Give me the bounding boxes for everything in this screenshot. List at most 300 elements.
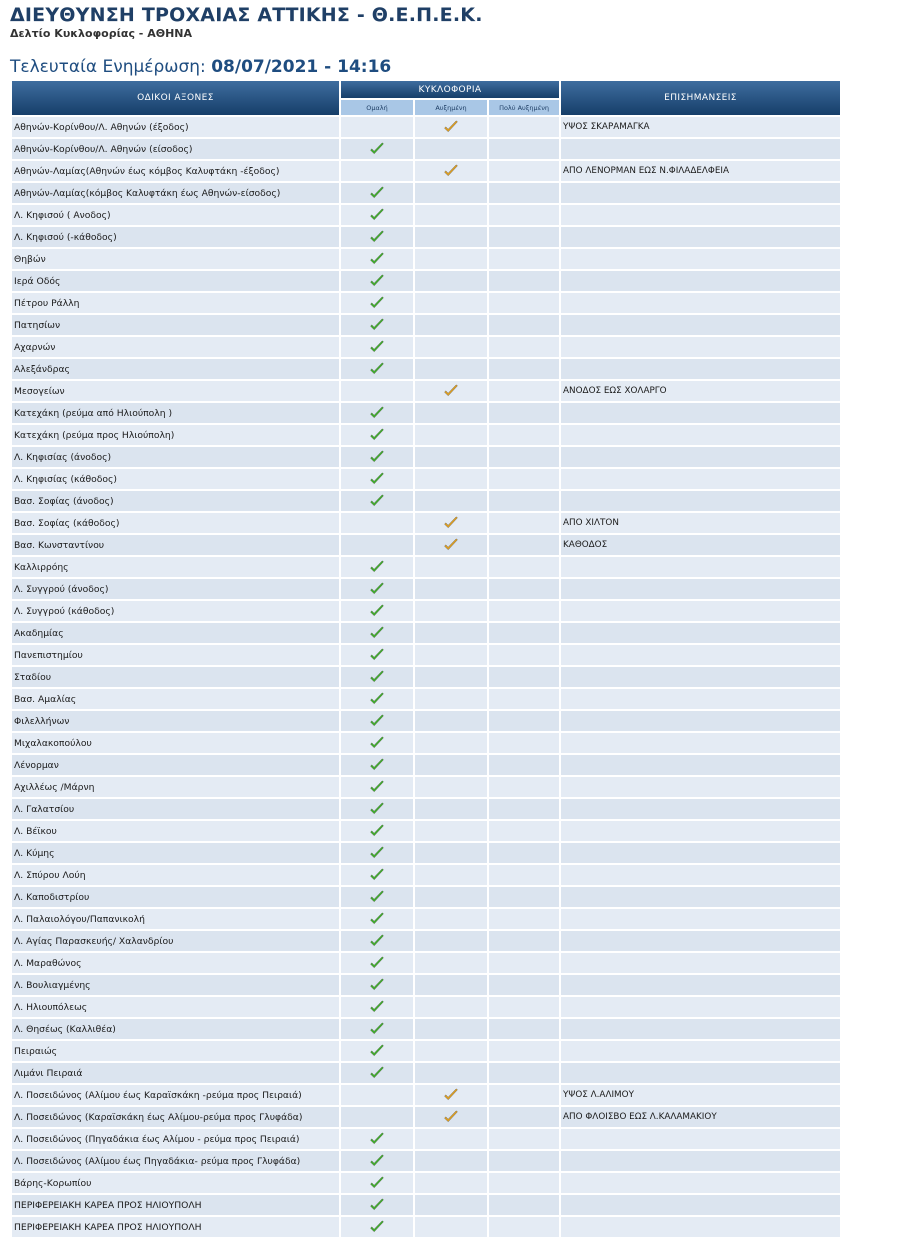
cell-increased <box>415 909 487 929</box>
green-check-icon <box>369 252 385 266</box>
cell-very-increased <box>489 1151 559 1171</box>
cell-increased <box>415 843 487 863</box>
cell-increased <box>415 183 487 203</box>
road-note <box>561 843 840 863</box>
road-note: ΑΠΟ ΦΛΟΙΣΒΟ ΕΩΣ Λ.ΚΑΛΑΜΑΚΙΟΥ <box>561 1107 840 1127</box>
cell-normal <box>341 535 413 555</box>
road-note: ΑΠΟ ΧΙΛΤΟΝ <box>561 513 840 533</box>
cell-very-increased <box>489 1217 559 1237</box>
road-note <box>561 909 840 929</box>
road-note <box>561 1019 840 1039</box>
road-name: Λ. Ποσειδώνος (Καραϊσκάκη έως Αλίμου-ρεύμα προς Γλυφάδα) <box>12 1107 339 1127</box>
table-row <box>12 293 840 313</box>
road-name: Κατεχάκη (ρεύμα προς Ηλιούπολη) <box>12 425 339 445</box>
cell-normal <box>341 645 413 665</box>
cell-very-increased <box>489 535 559 555</box>
cell-very-increased <box>489 733 559 753</box>
cell-increased <box>415 403 487 423</box>
road-note <box>561 403 840 423</box>
road-name: Αχιλλέως /Μάρνη <box>12 777 339 797</box>
cell-normal <box>341 359 413 379</box>
cell-very-increased <box>489 1085 559 1105</box>
green-check-icon <box>369 230 385 244</box>
road-note <box>561 183 840 203</box>
cell-increased <box>415 227 487 247</box>
road-name: Βάρης-Κορωπίου <box>12 1173 339 1193</box>
table-row <box>12 645 840 665</box>
cell-increased <box>415 249 487 269</box>
cell-increased <box>415 579 487 599</box>
cell-very-increased <box>489 689 559 709</box>
last-updated <box>10 57 391 77</box>
table-row <box>12 117 840 137</box>
road-note <box>561 139 840 159</box>
cell-normal <box>341 975 413 995</box>
road-name: Βασ. Κωνσταντίνου <box>12 535 339 555</box>
cell-very-increased <box>489 117 559 137</box>
cell-increased <box>415 491 487 511</box>
cell-very-increased <box>489 1173 559 1193</box>
table-row <box>12 1151 840 1171</box>
table-row <box>12 579 840 599</box>
green-check-icon <box>369 296 385 310</box>
table-row <box>12 953 840 973</box>
table-row <box>12 975 840 995</box>
table-row <box>12 557 840 577</box>
traffic-table <box>10 79 842 1239</box>
green-check-icon <box>369 406 385 420</box>
cell-very-increased <box>489 557 559 577</box>
cell-very-increased <box>489 777 559 797</box>
cell-very-increased <box>489 403 559 423</box>
green-check-icon <box>369 1198 385 1212</box>
road-note <box>561 997 840 1017</box>
cell-normal <box>341 315 413 335</box>
road-note <box>561 249 840 269</box>
cell-increased <box>415 997 487 1017</box>
road-name: Ιερά Οδός <box>12 271 339 291</box>
road-note <box>561 315 840 335</box>
table-row <box>12 425 840 445</box>
green-check-icon <box>369 626 385 640</box>
green-check-icon <box>369 604 385 618</box>
green-check-icon <box>369 582 385 596</box>
road-note <box>561 491 840 511</box>
road-note <box>561 887 840 907</box>
cell-increased <box>415 1195 487 1215</box>
table-row <box>12 249 840 269</box>
table-row <box>12 161 840 181</box>
cell-normal <box>341 139 413 159</box>
cell-normal <box>341 1151 413 1171</box>
green-check-icon <box>369 1220 385 1234</box>
green-check-icon <box>369 934 385 948</box>
cell-normal <box>341 381 413 401</box>
cell-very-increased <box>489 953 559 973</box>
cell-very-increased <box>489 579 559 599</box>
table-row <box>12 491 840 511</box>
cell-normal <box>341 1085 413 1105</box>
cell-very-increased <box>489 755 559 775</box>
cell-increased <box>415 733 487 753</box>
road-name: Φιλελλήνων <box>12 711 339 731</box>
table-row <box>12 535 840 555</box>
road-note <box>561 865 840 885</box>
road-name: Θηβών <box>12 249 339 269</box>
last-updated-value: 08/07/2021 - 14:16 <box>211 57 392 77</box>
cell-normal <box>341 183 413 203</box>
table-row <box>12 1173 840 1193</box>
cell-normal <box>341 205 413 225</box>
cell-very-increased <box>489 623 559 643</box>
cell-very-increased <box>489 491 559 511</box>
cell-very-increased <box>489 513 559 533</box>
cell-increased <box>415 381 487 401</box>
green-check-icon <box>369 978 385 992</box>
cell-very-increased <box>489 843 559 863</box>
road-note <box>561 447 840 467</box>
green-check-icon <box>369 780 385 794</box>
table-row <box>12 1107 840 1127</box>
green-check-icon <box>369 1154 385 1168</box>
cell-normal <box>341 843 413 863</box>
road-note <box>561 975 840 995</box>
cell-very-increased <box>489 1063 559 1083</box>
road-name: Λ. Ποσειδώνος (Αλίμου έως Καραϊσκάκη -ρεύμα προς Πειραιά) <box>12 1085 339 1105</box>
orange-check-icon <box>443 1088 459 1102</box>
cell-normal <box>341 271 413 291</box>
cell-very-increased <box>489 381 559 401</box>
cell-normal <box>341 1041 413 1061</box>
cell-normal <box>341 1217 413 1237</box>
cell-increased <box>415 821 487 841</box>
road-name: ΠΕΡΙΦΕΡΕΙΑΚΗ ΚΑΡΕΑ ΠΡΟΣ ΗΛΙΟΥΠΟΛΗ <box>12 1195 339 1215</box>
road-name: Μεσογείων <box>12 381 339 401</box>
cell-normal <box>341 513 413 533</box>
table-row <box>12 271 840 291</box>
table-row <box>12 1063 840 1083</box>
road-name: Αλεξάνδρας <box>12 359 339 379</box>
green-check-icon <box>369 714 385 728</box>
road-note <box>561 623 840 643</box>
road-note: ΑΠΟ ΛΕΝΟΡΜΑΝ ΕΩΣ Ν.ΦΙΛΑΔΕΛΦΕΙΑ <box>561 161 840 181</box>
cell-increased <box>415 447 487 467</box>
road-note <box>561 1151 840 1171</box>
green-check-icon <box>369 428 385 442</box>
road-name: Πέτρου Ράλλη <box>12 293 339 313</box>
table-row <box>12 909 840 929</box>
cell-very-increased <box>489 183 559 203</box>
cell-very-increased <box>489 1019 559 1039</box>
cell-increased <box>415 205 487 225</box>
road-name: Λ. Κηφισίας (κάθοδος) <box>12 469 339 489</box>
subheader-very-increased: Πολύ Αυξημένη <box>489 100 559 115</box>
cell-increased <box>415 689 487 709</box>
cell-very-increased <box>489 909 559 929</box>
green-check-icon <box>369 362 385 376</box>
road-name: Λένορμαν <box>12 755 339 775</box>
cell-normal <box>341 1019 413 1039</box>
road-name: Ακαδημίας <box>12 623 339 643</box>
cell-very-increased <box>489 821 559 841</box>
road-name: Βασ. Σοφίας (άνοδος) <box>12 491 339 511</box>
road-note: ΥΨΟΣ ΣΚΑΡΑΜΑΓΚΑ <box>561 117 840 137</box>
road-note <box>561 205 840 225</box>
table-row <box>12 205 840 225</box>
cell-increased <box>415 1173 487 1193</box>
cell-increased <box>415 1217 487 1237</box>
cell-normal <box>341 799 413 819</box>
road-note <box>561 689 840 709</box>
road-note <box>561 293 840 313</box>
table-row <box>12 821 840 841</box>
green-check-icon <box>369 472 385 486</box>
cell-very-increased <box>489 271 559 291</box>
green-check-icon <box>369 340 385 354</box>
table-row <box>12 667 840 687</box>
road-name: Λ. Ποσειδώνος (Αλίμου έως Πηγαδάκια- ρεύμα προς Γλυφάδα) <box>12 1151 339 1171</box>
cell-normal <box>341 469 413 489</box>
cell-normal <box>341 601 413 621</box>
cell-increased <box>415 271 487 291</box>
table-row <box>12 1217 840 1237</box>
road-note <box>561 821 840 841</box>
green-check-icon <box>369 670 385 684</box>
cell-very-increased <box>489 799 559 819</box>
road-name: Αθηνών-Κορίνθου/Λ. Αθηνών (έξοδος) <box>12 117 339 137</box>
cell-normal <box>341 865 413 885</box>
cell-very-increased <box>489 425 559 445</box>
cell-normal <box>341 909 413 929</box>
road-note <box>561 271 840 291</box>
cell-very-increased <box>489 975 559 995</box>
road-note: ΚΑΘΟΔΟΣ <box>561 535 840 555</box>
column-header-traffic: ΚΥΚΛΟΦΟΡΙΑ <box>341 81 559 98</box>
cell-increased <box>415 953 487 973</box>
cell-increased <box>415 469 487 489</box>
road-note <box>561 1063 840 1083</box>
cell-very-increased <box>489 645 559 665</box>
cell-increased <box>415 601 487 621</box>
green-check-icon <box>369 1022 385 1036</box>
road-name: Λ. Κηφισού ( Ανοδος) <box>12 205 339 225</box>
road-note <box>561 667 840 687</box>
green-check-icon <box>369 736 385 750</box>
green-check-icon <box>369 1132 385 1146</box>
cell-increased <box>415 1129 487 1149</box>
table-row <box>12 469 840 489</box>
road-name: Βασ. Αμαλίας <box>12 689 339 709</box>
orange-check-icon <box>443 1110 459 1124</box>
table-row <box>12 381 840 401</box>
road-name: Λ. Ηλιουπόλεως <box>12 997 339 1017</box>
cell-very-increased <box>489 601 559 621</box>
road-name: Λ. Ποσειδώνος (Πηγαδάκια έως Αλίμου - ρεύμα προς Πειραιά) <box>12 1129 339 1149</box>
table-row <box>12 931 840 951</box>
green-check-icon <box>369 758 385 772</box>
table-row <box>12 733 840 753</box>
cell-increased <box>415 799 487 819</box>
table-row <box>12 359 840 379</box>
cell-normal <box>341 293 413 313</box>
road-note <box>561 777 840 797</box>
cell-increased <box>415 755 487 775</box>
cell-normal <box>341 711 413 731</box>
road-note <box>561 645 840 665</box>
green-check-icon <box>369 274 385 288</box>
road-note <box>561 733 840 753</box>
orange-check-icon <box>443 516 459 530</box>
road-name: Λ. Σπύρου Λούη <box>12 865 339 885</box>
cell-increased <box>415 337 487 357</box>
green-check-icon <box>369 494 385 508</box>
cell-normal <box>341 623 413 643</box>
cell-normal <box>341 447 413 467</box>
cell-normal <box>341 931 413 951</box>
table-row <box>12 997 840 1017</box>
green-check-icon <box>369 824 385 838</box>
page-title: ΔΙΕΥΘΥΝΣΗ ΤΡΟΧΑΙΑΣ ΑΤΤΙΚΗΣ - Θ.Ε.Π.Ε.Κ. <box>10 4 483 26</box>
green-check-icon <box>369 912 385 926</box>
cell-normal <box>341 997 413 1017</box>
road-note: ΑΝΟΔΟΣ ΕΩΣ ΧΟΛΑΡΓΟ <box>561 381 840 401</box>
cell-normal <box>341 667 413 687</box>
cell-very-increased <box>489 667 559 687</box>
cell-increased <box>415 1151 487 1171</box>
table-row <box>12 843 840 863</box>
last-updated-label: Τελευταία Ενημέρωση: <box>10 57 206 77</box>
cell-normal <box>341 1063 413 1083</box>
road-note <box>561 557 840 577</box>
road-name: Λ. Συγγρού (άνοδος) <box>12 579 339 599</box>
green-check-icon <box>369 1044 385 1058</box>
road-name: Λ. Συγγρού (κάθοδος) <box>12 601 339 621</box>
subheader-normal: Ομαλή <box>341 100 413 115</box>
cell-normal <box>341 953 413 973</box>
road-note <box>561 579 840 599</box>
green-check-icon <box>369 956 385 970</box>
road-name: Λ. Παλαιολόγου/Παπανικολή <box>12 909 339 929</box>
cell-very-increased <box>489 315 559 335</box>
road-name: Πανεπιστημίου <box>12 645 339 665</box>
green-check-icon <box>369 1176 385 1190</box>
green-check-icon <box>369 560 385 574</box>
cell-increased <box>415 931 487 951</box>
cell-normal <box>341 689 413 709</box>
road-name: Λ. Κύμης <box>12 843 339 863</box>
cell-very-increased <box>489 1107 559 1127</box>
road-name: Λ. Γαλατσίου <box>12 799 339 819</box>
orange-check-icon <box>443 164 459 178</box>
green-check-icon <box>369 450 385 464</box>
table-row <box>12 623 840 643</box>
cell-increased <box>415 425 487 445</box>
table-row <box>12 755 840 775</box>
cell-very-increased <box>489 469 559 489</box>
road-name: Αθηνών-Λαμίας(Αθηνών έως κόμβος Καλυφτάκη -έξοδος) <box>12 161 339 181</box>
cell-increased <box>415 1085 487 1105</box>
green-check-icon <box>369 1000 385 1014</box>
green-check-icon <box>369 142 385 156</box>
cell-very-increased <box>489 227 559 247</box>
orange-check-icon <box>443 538 459 552</box>
cell-increased <box>415 1041 487 1061</box>
table-row <box>12 315 840 335</box>
road-note <box>561 799 840 819</box>
table-row <box>12 777 840 797</box>
cell-increased <box>415 293 487 313</box>
cell-increased <box>415 161 487 181</box>
cell-increased <box>415 1063 487 1083</box>
road-name: Βασ. Σοφίας (κάθοδος) <box>12 513 339 533</box>
road-name: Λ. Αγίας Παρασκευής/ Χαλανδρίου <box>12 931 339 951</box>
cell-very-increased <box>489 337 559 357</box>
orange-check-icon <box>443 120 459 134</box>
cell-very-increased <box>489 139 559 159</box>
road-name: Λ. Βέϊκου <box>12 821 339 841</box>
cell-increased <box>415 315 487 335</box>
subheader-increased: Αυξημένη <box>415 100 487 115</box>
cell-very-increased <box>489 997 559 1017</box>
cell-increased <box>415 887 487 907</box>
cell-normal <box>341 1107 413 1127</box>
table-row <box>12 1019 840 1039</box>
table-row <box>12 447 840 467</box>
cell-very-increased <box>489 1195 559 1215</box>
cell-very-increased <box>489 1129 559 1149</box>
road-note <box>561 1217 840 1237</box>
green-check-icon <box>369 318 385 332</box>
green-check-icon <box>369 890 385 904</box>
road-name: Σταδίου <box>12 667 339 687</box>
road-name: Λ. Μαραθώνος <box>12 953 339 973</box>
green-check-icon <box>369 868 385 882</box>
cell-very-increased <box>489 865 559 885</box>
road-name: ΠΕΡΙΦΕΡΕΙΑΚΗ ΚΑΡΕΑ ΠΡΟΣ ΗΛΙΟΥΠΟΛΗ <box>12 1217 339 1237</box>
road-name: Μιχαλακοπούλου <box>12 733 339 753</box>
road-note <box>561 601 840 621</box>
cell-increased <box>415 139 487 159</box>
cell-normal <box>341 821 413 841</box>
cell-normal <box>341 117 413 137</box>
road-name: Καλλιρρόης <box>12 557 339 577</box>
cell-normal <box>341 161 413 181</box>
green-check-icon <box>369 846 385 860</box>
road-name: Λ. Καποδιστρίου <box>12 887 339 907</box>
road-name: Αθηνών-Κορίνθου/Λ. Αθηνών (είσοδος) <box>12 139 339 159</box>
table-row <box>12 1129 840 1149</box>
column-header-roads: ΟΔΙΚΟΙ ΑΞΟΝΕΣ <box>12 81 339 115</box>
cell-very-increased <box>489 1041 559 1061</box>
green-check-icon <box>369 1066 385 1080</box>
cell-very-increased <box>489 447 559 467</box>
cell-increased <box>415 667 487 687</box>
cell-normal <box>341 887 413 907</box>
road-name: Αχαρνών <box>12 337 339 357</box>
cell-normal <box>341 227 413 247</box>
green-check-icon <box>369 692 385 706</box>
cell-very-increased <box>489 249 559 269</box>
road-name: Λ. Βουλιαγμένης <box>12 975 339 995</box>
road-note <box>561 1195 840 1215</box>
cell-increased <box>415 865 487 885</box>
table-row <box>12 227 840 247</box>
road-note <box>561 425 840 445</box>
cell-increased <box>415 777 487 797</box>
green-check-icon <box>369 186 385 200</box>
table-body <box>12 117 840 1237</box>
road-note <box>561 1173 840 1193</box>
